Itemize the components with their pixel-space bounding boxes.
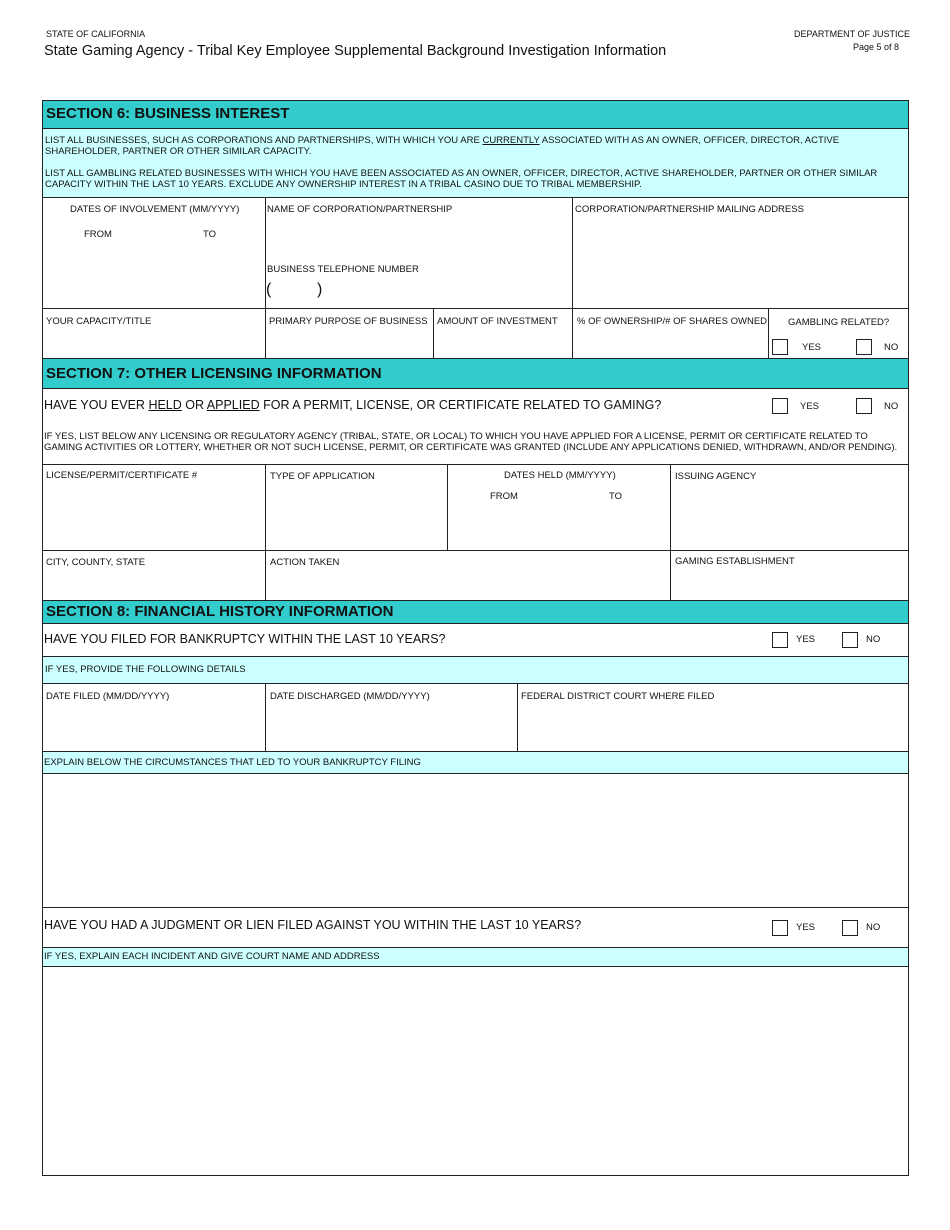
issuing-agency-label: ISSUING AGENCY [675, 471, 757, 482]
application-type-label: TYPE OF APPLICATION [270, 471, 375, 482]
gambling-related-label: GAMBLING RELATED? [788, 317, 890, 328]
page-number: Page 5 of 8 [852, 42, 899, 52]
gaming-establishment-input[interactable] [674, 570, 906, 598]
instruction-gambling-businesses: LIST ALL GAMBLING RELATED BUSINESSES WITH WHICH YOU HAVE BEEN ASSOCIATED AS AN OWNER, OFFICER, DIRECTOR, ACTIVE SHAREHOLDER, PARTNER OR OTHER SIMILAR CAPACITY WITHIN THE LAST 10 YEARS. EXCLUDE ANY OWNERSHIP INTEREST IN A TRIBAL CASINO DUE TO TRIBAL MEMBERSHIP. [45, 168, 878, 190]
dates-held-from-label: FROM [490, 491, 518, 502]
business-phone-label: BUSINESS TELEPHONE NUMBER [267, 264, 419, 275]
date-discharged-input[interactable] [269, 704, 514, 748]
bankruptcy-no-label: NO [866, 634, 881, 645]
phone-paren-open: ( [266, 281, 272, 298]
bankruptcy-no-checkbox[interactable] [842, 632, 858, 648]
licensing-instructions: IF YES, LIST BELOW ANY LICENSING OR REGULATORY AGENCY (TRIBAL, STATE, OR LOCAL) TO WHICH YOU HAVE APPLIED FOR A LICENSE, PERMIT OR CERTIFICATE RELATED TO GAMING ACTIVITIES OR LOTTERY, WHETHER OR NOT SUCH LICENSE, PERMIT, OR CERTIFICATE WAS GRANTED (INCLUDE ANY APPLICATIONS DENIED, WITHDRAWN, AND/OR PENDING). [44, 431, 898, 453]
judgment-no-checkbox[interactable] [842, 920, 858, 936]
judgment-no-label: NO [866, 922, 881, 933]
judgment-explain-bar [42, 947, 909, 967]
licensing-no-checkbox[interactable] [856, 398, 872, 414]
corporation-name-label: NAME OF CORPORATION/PARTNERSHIP [267, 204, 453, 215]
license-number-input[interactable] [46, 484, 262, 546]
gambling-no-checkbox[interactable] [856, 339, 872, 355]
bankruptcy-details-label: IF YES, PROVIDE THE FOLLOWING DETAILS [45, 664, 246, 675]
section-6-instructions [42, 128, 909, 198]
judgment-yes-label: YES [796, 922, 816, 933]
date-filed-input[interactable] [46, 704, 262, 748]
to-label: TO [203, 229, 217, 240]
dates-involvement-input[interactable] [44, 244, 262, 304]
action-taken-label: ACTION TAKEN [270, 557, 340, 568]
section-6-heading: SECTION 6: BUSINESS INTEREST [42, 100, 909, 129]
judgment-explain-label: IF YES, EXPLAIN EACH INCIDENT AND GIVE COURT NAME AND ADDRESS [44, 951, 380, 962]
bankruptcy-question: HAVE YOU FILED FOR BANKRUPTCY WITHIN THE LAST 10 YEARS? [44, 632, 446, 646]
bankruptcy-explanation-input[interactable] [42, 773, 909, 908]
gambling-yes-label: YES [802, 342, 822, 353]
licensing-no-label: NO [884, 401, 899, 412]
city-county-state-label: CITY, COUNTY, STATE [46, 557, 146, 568]
gambling-no-label: NO [884, 342, 899, 353]
section-7-heading: SECTION 7: OTHER LICENSING INFORMATION [42, 358, 909, 389]
state-label: STATE OF CALIFORNIA [46, 29, 146, 39]
bankruptcy-yes-checkbox[interactable] [772, 632, 788, 648]
court-label: FEDERAL DISTRICT COURT WHERE FILED [521, 691, 715, 702]
dates-held-label: DATES HELD (MM/YYYY) [504, 470, 616, 481]
corporation-name-input[interactable] [267, 216, 569, 260]
capacity-title-label: YOUR CAPACITY/TITLE [46, 316, 152, 327]
date-discharged-label: DATE DISCHARGED (MM/DD/YYYY) [270, 691, 430, 702]
licensing-yes-label: YES [800, 401, 820, 412]
city-county-state-input[interactable] [46, 570, 262, 598]
application-type-input[interactable] [269, 484, 445, 546]
bankruptcy-yes-label: YES [796, 634, 816, 645]
dates-involvement-label: DATES OF INVOLVEMENT (MM/YYYY) [70, 204, 240, 215]
issuing-agency-input[interactable] [674, 484, 906, 546]
investment-amount-label: AMOUNT OF INVESTMENT [437, 316, 558, 327]
instruction-current-businesses: LIST ALL BUSINESSES, SUCH AS CORPORATIONS AND PARTNERSHIPS, WITH WHICH YOU ARE CURRENTLY ASSOCIATED WITH AS AN OWNER, OFFICER, DIRECTOR, ACTIVE SHAREHOLDER, PARTNER OR OTHER SIMILAR CAPACITY. [45, 135, 840, 157]
explain-bankruptcy-bar [42, 751, 909, 774]
primary-purpose-label: PRIMARY PURPOSE OF BUSINESS [269, 316, 428, 327]
bankruptcy-details-bar [42, 656, 909, 684]
judgment-question: HAVE YOU HAD A JUDGMENT OR LIEN FILED AGAINST YOU WITHIN THE LAST 10 YEARS? [44, 918, 582, 932]
date-filed-label: DATE FILED (MM/DD/YYYY) [46, 691, 170, 702]
from-label: FROM [84, 229, 112, 240]
phone-paren-close: ) [317, 281, 323, 298]
gambling-yes-checkbox[interactable] [772, 339, 788, 355]
court-input[interactable] [521, 704, 906, 748]
mailing-address-input[interactable] [575, 216, 905, 304]
explain-bankruptcy-label: EXPLAIN BELOW THE CIRCUMSTANCES THAT LED TO YOUR BANKRUPTCY FILING [44, 757, 421, 768]
judgment-yes-checkbox[interactable] [772, 920, 788, 936]
mailing-address-label: CORPORATION/PARTNERSHIP MAILING ADDRESS [575, 204, 804, 215]
dates-held-input[interactable] [450, 505, 667, 547]
ownership-label: % OF OWNERSHIP/# OF SHARES OWNED [577, 316, 768, 327]
action-taken-input[interactable] [269, 570, 667, 598]
licensing-yes-checkbox[interactable] [772, 398, 788, 414]
dates-held-to-label: TO [609, 491, 623, 502]
licensing-question: HAVE YOU EVER HELD OR APPLIED FOR A PERMIT, LICENSE, OR CERTIFICATE RELATED TO GAMING? [44, 398, 662, 412]
business-phone-input[interactable] [276, 280, 566, 304]
judgment-explanation-input[interactable] [42, 966, 909, 1176]
section-8-heading: SECTION 8: FINANCIAL HISTORY INFORMATION [42, 600, 909, 624]
license-number-label: LICENSE/PERMIT/CERTIFICATE # [46, 470, 198, 481]
form-title: State Gaming Agency - Tribal Key Employee Supplemental Background Investigation Information [44, 43, 667, 59]
gaming-establishment-label: GAMING ESTABLISHMENT [675, 556, 795, 567]
department-label: DEPARTMENT OF JUSTICE [793, 29, 910, 39]
